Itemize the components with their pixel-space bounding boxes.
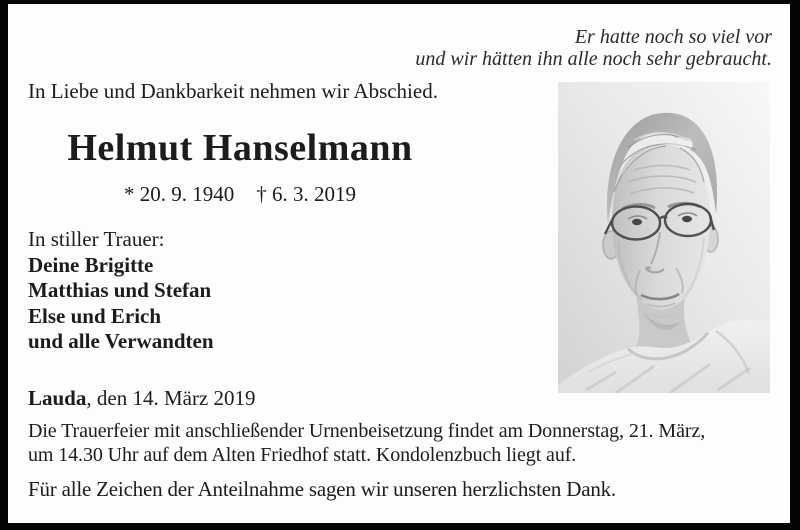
thanks-line: Für alle Zeichen der Anteilnahme sagen wir unseren herzlichsten Dank. (28, 477, 616, 501)
funeral-line-2: um 14.30 Uhr auf dem Alten Friedhof statt. Kondolenzbuch liegt auf. (28, 444, 577, 466)
birth-date: * 20. 9. 1940 (124, 182, 235, 206)
funeral-line-1: Die Trauerfeier mit anschließender Urnenbeisetzung findet am Donnerstag, 21. März, (28, 420, 706, 442)
mourner-name: Else und Erich (28, 303, 162, 328)
obituary-notice (8, 4, 790, 523)
farewell-line: In Liebe und Dankbarkeit nehmen wir Abschied. (28, 79, 438, 103)
quote-line-2: und wir hätten ihn alle noch sehr gebraucht. (415, 48, 772, 70)
mourner-name: und alle Verwandten (28, 329, 214, 353)
death-date: † 6. 3. 2019 (256, 182, 356, 206)
memorial-quote (415, 26, 772, 70)
deceased-name: Helmut Hanselmann (67, 127, 413, 169)
deceased-block (8, 127, 472, 207)
portrait-photo-graphic (558, 82, 770, 393)
life-dates (8, 181, 472, 207)
dateline-place: Lauda (28, 386, 87, 410)
mourner-name: Matthias und Stefan (28, 278, 212, 302)
quote-line-1: Er hatte noch so viel vor (574, 26, 772, 48)
mourners-block (28, 227, 214, 355)
funeral-details (28, 419, 705, 467)
mourners-heading: In stiller Trauer: (28, 227, 165, 251)
mourner-name: Deine Brigitte (28, 252, 154, 277)
dateline-rest: , den 14. März 2019 (86, 386, 256, 410)
portrait-photo (558, 82, 770, 393)
dateline (28, 386, 256, 411)
